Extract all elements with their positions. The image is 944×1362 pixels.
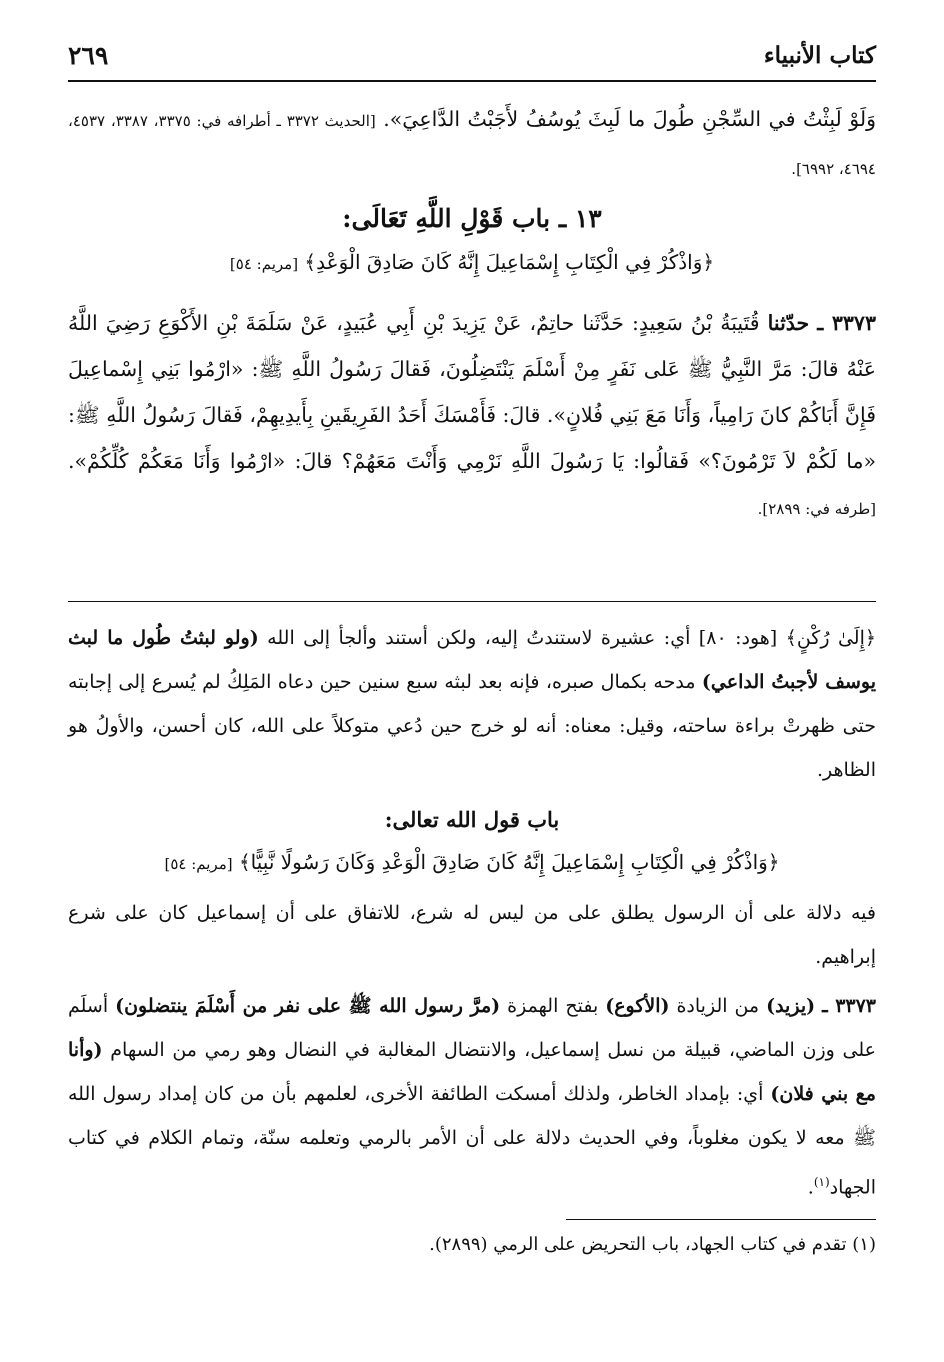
commentary-text: مدحه بكمال صبره، فإنه بعد لبثه سبع سنين حين دعاه المَلِكُ لم يُسرع إلى إجابته حتى ظهرتْ براءة ساحته، وقيل: معناه: أنه لو خرج حين دُعي متوكلاً على الله، كان أحسن، والأولُ هو الظاهر.	[68, 671, 876, 781]
sentence-end: .	[807, 1176, 814, 1199]
commentary-text: أي: بإمداد الخاطر، ولذلك أمسكت الطائفة الأخرى، لعلمهم بأن من كان إمداد رسول الله ﷺ معه لا يكون مغلوباً، وفي الحديث دلالة على أن الأمر بالرمي وتعلمه سنّة، وتمام الكلام في كتاب الجهاد	[68, 1083, 876, 1199]
footnote-number: (١)	[852, 1234, 876, 1255]
commentary-quote: (ولو لبثتُ طُول ما لبث يوسف لأجبتُ الداعي)	[68, 627, 876, 693]
commentary-number: ٣٣٧٣ ـ	[822, 995, 877, 1017]
chapter-verse	[68, 240, 876, 286]
hadith-lead: حدّثنا	[767, 311, 810, 335]
page-header	[68, 30, 876, 82]
page-number: ٢٦٩	[68, 40, 109, 70]
top-hadith-ref: [الحديث ٣٣٧٢ ـ أطرافه في: ٣٣٧٥، ٣٣٨٧، ٤٥٣٧، ٤٦٩٤، ٦٩٩٢].	[68, 112, 876, 178]
running-title: كتاب الأنبياء	[763, 41, 876, 69]
verse-ref: [مريم: ٥٤]	[229, 255, 299, 273]
hadith-number: ٣٣٧٣ ـ	[817, 311, 876, 335]
section-heading: باب قول الله تعالى:	[384, 807, 560, 832]
commentary-divider	[68, 601, 876, 602]
commentary-text: من الزيادة	[676, 995, 760, 1017]
verse-text: ﴿وَاذْكُرْ فِي الْكِتَابِ إِسْمَاعِيلَ إِنَّهُ كَانَ صَادِقَ الْوَعْدِ وَكَانَ رَسُولًا نَّبِيًّا﴾	[238, 850, 780, 874]
hadith-text: قُتَيبَةُ بْنُ سَعِيدٍ: حَدَّثَنا حاتِمٌ، عَنْ يَزِيدَ بْنِ أَبِي عُبَيدٍ، عَنْ سَلَمَةَ بْنِ الأَكْوَعِ رَضِيَ اللَّهُ عَنْهُ قالَ: مَرَّ النَّبِيُّ ﷺ عَلى نَفَرٍ مِنْ أَسْلَمَ يَنْتَضِلُونَ، فَقالَ رَسُولُ اللَّهِ ﷺ: «ارْمُوا بَنِي إِسْماعِيلَ فَإِنَّ أَبَاكُمْ كانَ رَامِياً، وَأَنَا مَعَ بَنِي فُلانٍ». قالَ: فَأَمْسَكَ أَحَدُ الفَرِيقَينِ بِأَيدِيهِمْ، فَقالَ رَسُولُ اللَّهِ ﷺ: «ما لَكُمْ لاَ تَرْمُونَ؟» فَقالُوا: يَا رَسُولَ اللَّهِ نَرْمِي وَأَنْتَ مَعَهُمْ؟ قالَ: «ارْمُوا وَأَنَا مَعَكُمْ كُلِّكُمْ».	[68, 311, 876, 473]
commentary-term: (يزيد)	[766, 995, 816, 1017]
chapter-heading: ١٣ ـ باب قَوْلِ اللَّهِ تَعَالَى:	[342, 204, 602, 233]
section-verse	[68, 840, 876, 886]
commentary-quote: (مرَّ رسول الله ﷺ على نفر من أَسْلَمَ ينتضلون)	[115, 995, 501, 1017]
commentary-3373	[68, 984, 876, 1209]
commentary-paragraph-1	[68, 616, 876, 792]
footnote-marker: (١)	[813, 1175, 830, 1189]
commentary-quote: (وأنا مع بني فلان)	[68, 1039, 876, 1105]
footnote	[68, 1228, 876, 1262]
commentary-text: أسلَم على وزن الماضي، قبيلة من نسل إسماعيل، والانتضال المغالبة في النضال وهو رمي من السهام	[68, 995, 876, 1061]
verse-ref: [مريم: ٥٤]	[164, 855, 233, 873]
hadith-3373	[68, 300, 876, 532]
top-hadith	[68, 96, 876, 192]
commentary-section	[68, 800, 876, 886]
commentary-paragraph-2	[68, 891, 876, 979]
top-hadith-text: وَلَوْ لَبِثْتُ في السِّجْنِ طُولَ ما لَبِثَ يُوسُفُ لأَجَبْتُ الدَّاعِيَ».	[383, 107, 876, 131]
commentary-term: (الأكوع)	[605, 995, 670, 1017]
chapter-13	[68, 198, 876, 286]
hadith-ref: [طرفه في: ٢٨٩٩].	[757, 500, 876, 518]
commentary-text: فيه دلالة على أن الرسول يطلق على من ليس له شرع، للاتفاق على أن إسماعيل كان على شرع إبراهيم.	[68, 902, 876, 968]
commentary-text: بفتح الهمزة	[507, 995, 599, 1017]
footnote-divider	[566, 1219, 876, 1220]
footnote-text: تقدم في كتاب الجهاد، باب التحريض على الرمي (٢٨٩٩).	[429, 1234, 847, 1255]
verse-text: ﴿وَاذْكُرْ فِي الْكِتَابِ إِسْمَاعِيلَ إِنَّهُ كَانَ صَادِقَ الْوَعْدِ﴾	[304, 250, 715, 274]
commentary-text: ﴿إِلَىٰ رُكْنٍ﴾ [هود: ٨٠] أي: عشيرة لاستندتُ إليه، ولكن أستند وألجأ إلى الله	[267, 627, 876, 649]
